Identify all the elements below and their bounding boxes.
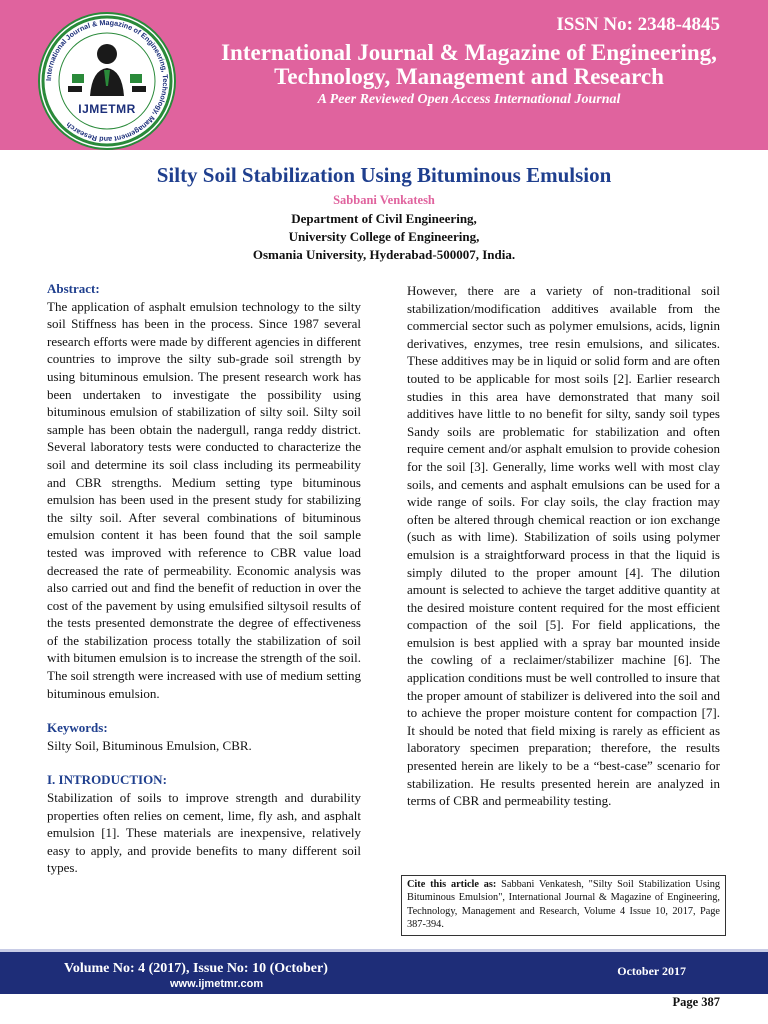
page-number: Page 387 xyxy=(672,995,720,1009)
keywords-text: Silty Soil, Bituminous Emulsion, CBR. xyxy=(47,737,252,753)
introduction-text: Stabilization of soils to improve strength and durability properties often relies on cement, lime, fly ash, and asphalt emulsion [1]. These materials are inexpensive, relatively easy to apply, and provide benefits to many different soil types. xyxy=(47,790,361,876)
article-author: Sabbani Venkatesh xyxy=(333,193,435,207)
introduction-heading: I. INTRODUCTION: xyxy=(47,772,167,788)
citation-text: Sabbani Venkatesh, "Silty Soil Stabilization Using Bituminous Emulsion", International Journal & Magazine of Engineering, Technology, Management and Research, Volume 4 Issue 10, 2017, Page 387-394. xyxy=(407,879,721,931)
logo-emblem-icon xyxy=(40,14,174,148)
left-column xyxy=(47,280,361,877)
introduction-continued-text: However, there are a variety of non-traditional soil stabilization/modification additives available from the commercial sector such as polymer emulsions, acids, lignin derivatives, enzymes, tree resin emulsions, and silicates. These additives may be in liquid or solid form and are often touted to be applicable for most soils [2]. Earlier research studies in this area have demonstrated that many soil additives have little to no benefit for silty, sandy soil types Sandy soils are problematic for stabilization and often require cement and/or asphalt emulsion to provide cohesion for the soil [3]. Generally, lime works well with most clay soils, and cements and asphalt emulsions can be used for a wide range of soils. For clay soils, the clay fraction may often be altered through chemical reaction or ion exchange (such as with lime). Stabilization of soils using polymer emulsion is a straightforward process in that the liquid is simply diluted to the proper amount [4]. The dilution amount is selected to achieve the target additive quantity at the desired moisture content required for the most efficient compaction of the soil [5]. For field applications, the emulsion is best applied with a spray bar mounted inside the cowling of a reclaimer/stabilizer machine [6]. The application conditions must be well controlled to insure that the proper amount of stabilizer is delivered into the soil and to achieve the proper moisture content for compaction [7]. It should be noted that field mixing is rarely as efficient as laboratory specimen preparation; therefore, the results presented herein are likely to be a “best-case” scenario for stabilization. He results presented herein are analyzed in terms of CBR and permeability testing. xyxy=(407,283,720,809)
affiliation-line: University College of Engineering, xyxy=(288,229,480,244)
affiliation-line: Department of Civil Engineering, xyxy=(291,211,477,226)
logo-acronym: IJMETMR xyxy=(78,102,136,116)
issue-month: October 2017 xyxy=(617,964,686,978)
logo-ring-text: International Journal & Magazine of Engineering, Technology, Management and Research xyxy=(43,17,171,145)
journal-website-link[interactable]: www.ijmetmr.com xyxy=(170,978,264,990)
citation-box xyxy=(401,875,726,936)
article-title: Silty Soil Stabilization Using Bituminous Emulsion xyxy=(156,163,612,187)
journal-footer-bar xyxy=(0,949,768,994)
right-column xyxy=(407,282,720,810)
journal-logo xyxy=(38,12,176,150)
abstract-heading: Abstract: xyxy=(47,281,100,296)
journal-title-line1: International Journal & Magazine of Engineering, xyxy=(221,40,717,65)
journal-tagline: A Peer Reviewed Open Access International Journal xyxy=(317,92,621,107)
affiliation-line: Osmania University, Hyderabad-500007, India. xyxy=(252,247,516,262)
citation-label: Cite this article as: xyxy=(407,879,497,890)
volume-issue: Volume No: 4 (2017), Issue No: 10 (October) xyxy=(64,961,328,976)
abstract-text: The application of asphalt emulsion technology to the silty soil Stiffness has been in the process. Since 1987 several research efforts were made by different agencies in different countries to improve the silty sub-grade soil strength by using bituminous emulsion. The present research work has been undertaken to investigate the possibility using bituminous emulsion of stabilization of silty soil. Silty soil sample has been obtain the nadergull, ranga reddy district. Several laboratory tests were conducted to characterize the soil and determine its soil class including its permeability and CBR strengths. Medium setting type bituminous emulsion has been used in the present study for stabilizing the silty soil. After several combinations of bituminous emulsion content it has been found that the soil sample tested was improved with reference to CBR value load decreased the rate of permeability. Economic analysis was also carried out and find the benefit of reduction in over the cost of the pavement by using emulsified siltysoil results of the tests presented demonstrate the degree of effectiveness of the stabilization process totally the stabilization of soil with bitumen emulsion is to increase the strength of the soil. The soil strength were increased with use of medium setting bituminous emulsion. xyxy=(47,298,361,701)
keywords-heading: Keywords: xyxy=(47,720,108,736)
journal-header-banner xyxy=(0,0,768,150)
journal-title-line2: Technology, Management and Research xyxy=(274,64,664,89)
issn-number: ISSN No: 2348-4845 xyxy=(556,14,720,35)
